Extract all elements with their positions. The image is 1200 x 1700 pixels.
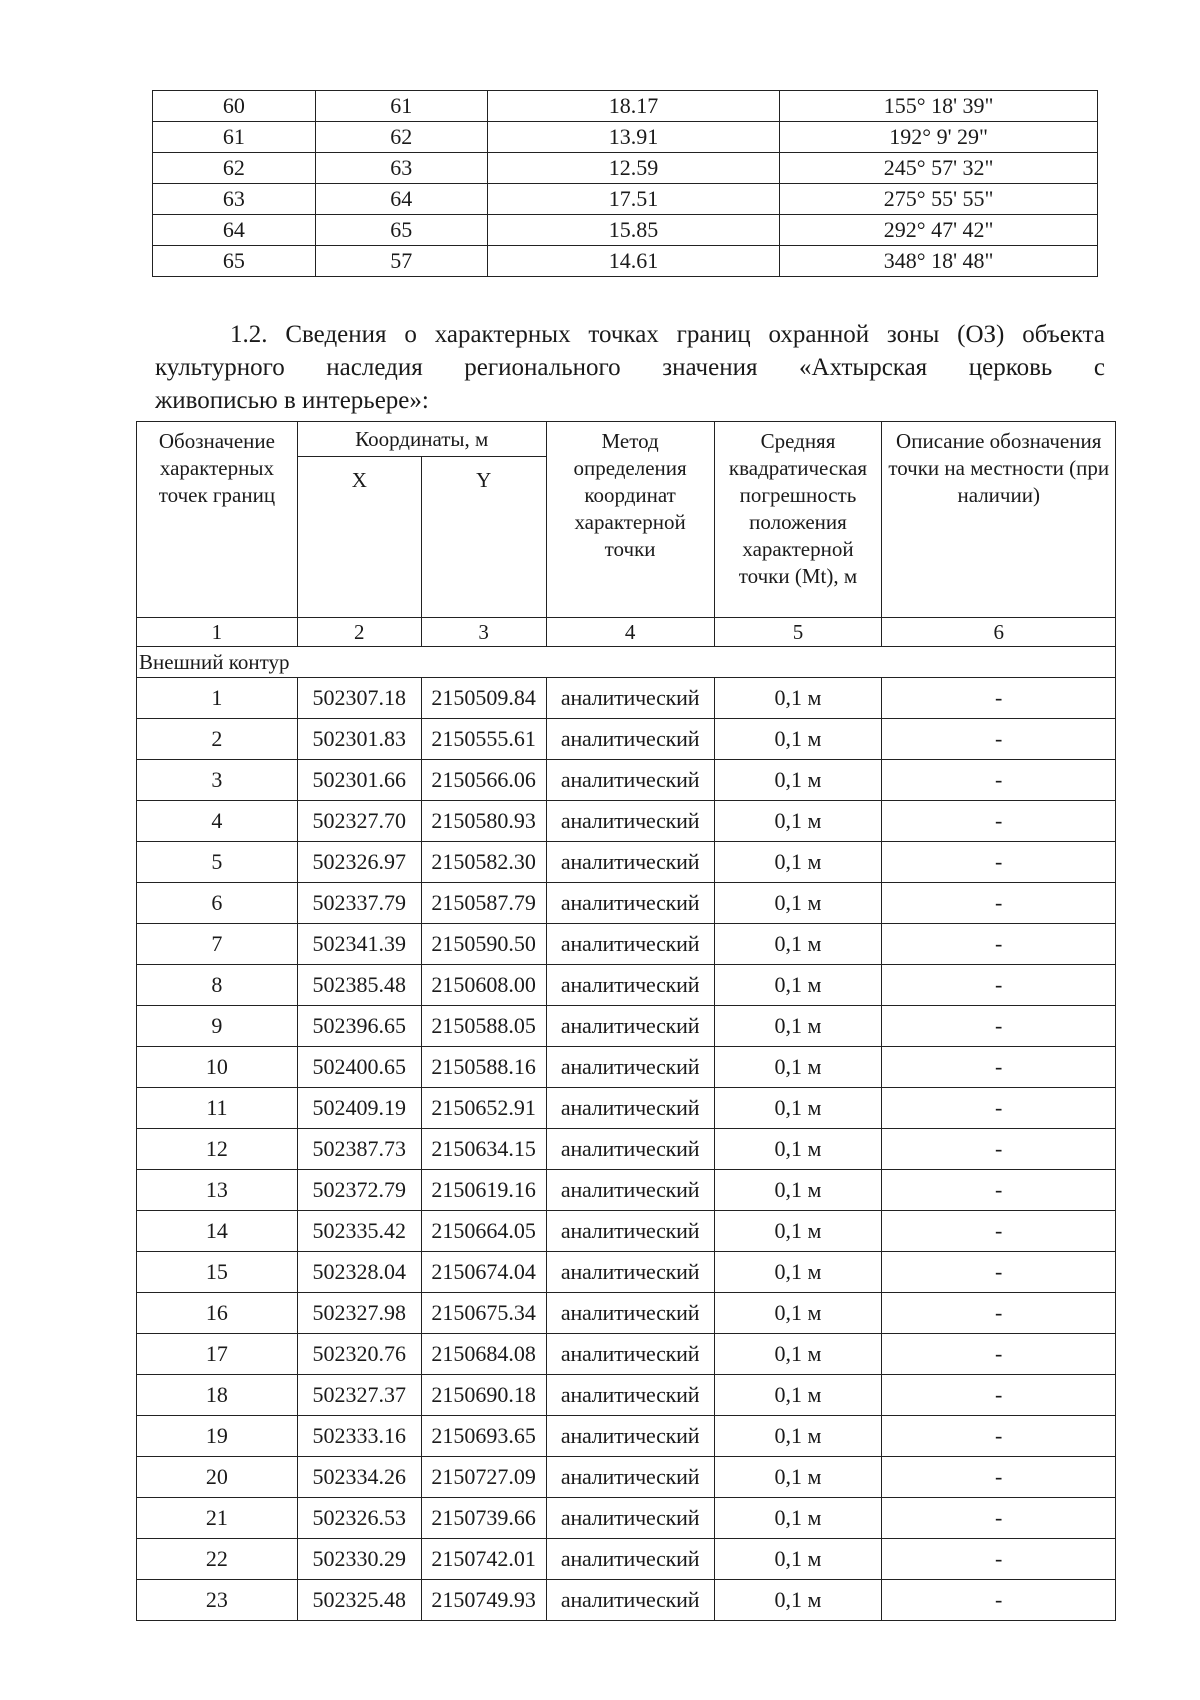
coord-y-cell: 2150727.09 bbox=[421, 1457, 546, 1498]
segment-cell: 62 bbox=[153, 153, 316, 184]
column-number: 1 bbox=[137, 618, 298, 647]
description-cell: - bbox=[882, 1457, 1116, 1498]
description-cell: - bbox=[882, 1006, 1116, 1047]
table-row bbox=[137, 760, 1116, 801]
point-number-cell: 20 bbox=[137, 1457, 298, 1498]
point-number-cell: 23 bbox=[137, 1580, 298, 1621]
description-cell: - bbox=[882, 924, 1116, 965]
method-cell: аналитический bbox=[546, 1498, 714, 1539]
coord-x-cell: 502330.29 bbox=[297, 1539, 421, 1580]
segment-cell: 61 bbox=[153, 122, 316, 153]
segment-cell: 13.91 bbox=[487, 122, 780, 153]
coord-x-cell: 502385.48 bbox=[297, 965, 421, 1006]
column-number: 4 bbox=[546, 618, 714, 647]
coord-y-cell: 2150675.34 bbox=[421, 1293, 546, 1334]
point-number-cell: 4 bbox=[137, 801, 298, 842]
coord-x-cell: 502372.79 bbox=[297, 1170, 421, 1211]
section-heading-line-3: живописью в интерьере»: bbox=[155, 387, 429, 414]
method-cell: аналитический bbox=[546, 1416, 714, 1457]
mean-square-error-cell: 0,1 м bbox=[714, 1211, 882, 1252]
coord-x-cell: 502301.66 bbox=[297, 760, 421, 801]
point-number-cell: 5 bbox=[137, 842, 298, 883]
point-number-cell: 1 bbox=[137, 678, 298, 719]
mean-square-error-cell: 0,1 м bbox=[714, 1416, 882, 1457]
description-cell: - bbox=[882, 1211, 1116, 1252]
mean-square-error-cell: 0,1 м bbox=[714, 1457, 882, 1498]
boundary-points-table bbox=[136, 421, 1116, 1621]
coord-x-cell: 502325.48 bbox=[297, 1580, 421, 1621]
description-cell: - bbox=[882, 1129, 1116, 1170]
coord-x-cell: 502337.79 bbox=[297, 883, 421, 924]
point-number-cell: 7 bbox=[137, 924, 298, 965]
table-row bbox=[137, 1375, 1116, 1416]
mean-square-error-cell: 0,1 м bbox=[714, 1539, 882, 1580]
column-number-row bbox=[137, 618, 1116, 647]
point-number-cell: 19 bbox=[137, 1416, 298, 1457]
method-cell: аналитический bbox=[546, 1457, 714, 1498]
coord-x-cell: 502341.39 bbox=[297, 924, 421, 965]
point-number-cell: 12 bbox=[137, 1129, 298, 1170]
method-cell: аналитический bbox=[546, 719, 714, 760]
mean-square-error-cell: 0,1 м bbox=[714, 678, 882, 719]
coord-x-cell: 502301.83 bbox=[297, 719, 421, 760]
method-cell: аналитический bbox=[546, 1047, 714, 1088]
description-cell: - bbox=[882, 760, 1116, 801]
coord-x-cell: 502333.16 bbox=[297, 1416, 421, 1457]
point-number-cell: 3 bbox=[137, 760, 298, 801]
point-number-cell: 18 bbox=[137, 1375, 298, 1416]
mean-square-error-cell: 0,1 м bbox=[714, 1498, 882, 1539]
mean-square-error-cell: 0,1 м bbox=[714, 924, 882, 965]
segment-cell: 14.61 bbox=[487, 246, 780, 277]
method-cell: аналитический bbox=[546, 1129, 714, 1170]
segment-cell: 61 bbox=[315, 91, 487, 122]
segment-cell: 63 bbox=[153, 184, 316, 215]
coord-x-cell: 502327.70 bbox=[297, 801, 421, 842]
segment-cell: 155° 18' 39" bbox=[780, 91, 1098, 122]
coord-y-cell: 2150555.61 bbox=[421, 719, 546, 760]
coord-y-cell: 2150634.15 bbox=[421, 1129, 546, 1170]
table-row bbox=[137, 883, 1116, 924]
point-number-cell: 17 bbox=[137, 1334, 298, 1375]
description-cell: - bbox=[882, 801, 1116, 842]
coord-x-cell: 502320.76 bbox=[297, 1334, 421, 1375]
method-cell: аналитический bbox=[546, 678, 714, 719]
coord-y-cell: 2150742.01 bbox=[421, 1539, 546, 1580]
method-cell: аналитический bbox=[546, 1580, 714, 1621]
point-number-cell: 21 bbox=[137, 1498, 298, 1539]
segment-table-body bbox=[153, 91, 1098, 277]
coord-y-cell: 2150590.50 bbox=[421, 924, 546, 965]
description-cell: - bbox=[882, 1252, 1116, 1293]
description-cell: - bbox=[882, 1375, 1116, 1416]
segment-cell: 64 bbox=[153, 215, 316, 246]
coord-x-cell: 502307.18 bbox=[297, 678, 421, 719]
mean-square-error-cell: 0,1 м bbox=[714, 842, 882, 883]
method-cell: аналитический bbox=[546, 1539, 714, 1580]
description-cell: - bbox=[882, 678, 1116, 719]
point-number-cell: 13 bbox=[137, 1170, 298, 1211]
coord-x-cell: 502326.97 bbox=[297, 842, 421, 883]
boundary-points-table-header bbox=[137, 422, 1116, 618]
header-coordinates: Координаты, м bbox=[297, 422, 546, 457]
segment-cell: 62 bbox=[315, 122, 487, 153]
mean-square-error-cell: 0,1 м bbox=[714, 1293, 882, 1334]
description-cell: - bbox=[882, 883, 1116, 924]
coord-y-cell: 2150580.93 bbox=[421, 801, 546, 842]
mean-square-error-cell: 0,1 м bbox=[714, 883, 882, 924]
point-number-cell: 11 bbox=[137, 1088, 298, 1129]
table-row bbox=[137, 1457, 1116, 1498]
mean-square-error-cell: 0,1 м bbox=[714, 1170, 882, 1211]
segment-cell: 292° 47' 42" bbox=[780, 215, 1098, 246]
segment-cell: 348° 18' 48" bbox=[780, 246, 1098, 277]
description-cell: - bbox=[882, 1580, 1116, 1621]
table-row bbox=[137, 1416, 1116, 1457]
description-cell: - bbox=[882, 842, 1116, 883]
coord-y-cell: 2150690.18 bbox=[421, 1375, 546, 1416]
point-number-cell: 15 bbox=[137, 1252, 298, 1293]
segment-cell: 15.85 bbox=[487, 215, 780, 246]
mean-square-error-cell: 0,1 м bbox=[714, 1580, 882, 1621]
point-number-cell: 14 bbox=[137, 1211, 298, 1252]
coord-y-cell: 2150582.30 bbox=[421, 842, 546, 883]
header-point-description: Описание обозначения точки на местности (при наличии) bbox=[882, 422, 1116, 618]
mean-square-error-cell: 0,1 м bbox=[714, 719, 882, 760]
method-cell: аналитический bbox=[546, 924, 714, 965]
description-cell: - bbox=[882, 965, 1116, 1006]
table-row bbox=[137, 1252, 1116, 1293]
table-row bbox=[137, 842, 1116, 883]
mean-square-error-cell: 0,1 м bbox=[714, 1006, 882, 1047]
table-row bbox=[137, 965, 1116, 1006]
coord-x-cell: 502326.53 bbox=[297, 1498, 421, 1539]
method-cell: аналитический bbox=[546, 1375, 714, 1416]
description-cell: - bbox=[882, 1047, 1116, 1088]
method-cell: аналитический bbox=[546, 842, 714, 883]
method-cell: аналитический bbox=[546, 1170, 714, 1211]
coord-x-cell: 502396.65 bbox=[297, 1006, 421, 1047]
method-cell: аналитический bbox=[546, 1088, 714, 1129]
section-heading-line-1: 1.2. Сведения о характерных точках границ охранной зоны (ОЗ) объекта bbox=[230, 321, 1105, 348]
boundary-points-table-body bbox=[137, 618, 1116, 1621]
method-cell: аналитический bbox=[546, 965, 714, 1006]
column-number: 5 bbox=[714, 618, 882, 647]
coord-y-cell: 2150587.79 bbox=[421, 883, 546, 924]
coord-y-cell: 2150652.91 bbox=[421, 1088, 546, 1129]
segment-cell: 63 bbox=[315, 153, 487, 184]
coord-x-cell: 502334.26 bbox=[297, 1457, 421, 1498]
method-cell: аналитический bbox=[546, 1334, 714, 1375]
table-row bbox=[137, 1539, 1116, 1580]
table-row bbox=[137, 719, 1116, 760]
table-row bbox=[137, 1088, 1116, 1129]
column-number: 2 bbox=[297, 618, 421, 647]
coord-y-cell: 2150608.00 bbox=[421, 965, 546, 1006]
segment-cell: 12.59 bbox=[487, 153, 780, 184]
mean-square-error-cell: 0,1 м bbox=[714, 1375, 882, 1416]
description-cell: - bbox=[882, 1293, 1116, 1334]
point-number-cell: 9 bbox=[137, 1006, 298, 1047]
coord-x-cell: 502400.65 bbox=[297, 1047, 421, 1088]
segment-row bbox=[153, 122, 1098, 153]
section-row bbox=[137, 647, 1116, 678]
method-cell: аналитический bbox=[546, 1006, 714, 1047]
section-heading bbox=[155, 318, 1105, 417]
table-row bbox=[137, 1211, 1116, 1252]
coord-y-cell: 2150749.93 bbox=[421, 1580, 546, 1621]
method-cell: аналитический bbox=[546, 801, 714, 842]
table-row bbox=[137, 678, 1116, 719]
mean-square-error-cell: 0,1 м bbox=[714, 1047, 882, 1088]
column-number: 3 bbox=[421, 618, 546, 647]
coord-y-cell: 2150739.66 bbox=[421, 1498, 546, 1539]
coord-y-cell: 2150566.06 bbox=[421, 760, 546, 801]
table-row bbox=[137, 924, 1116, 965]
table-row bbox=[137, 1006, 1116, 1047]
header-method: Метод определения координат характерной точки bbox=[546, 422, 714, 618]
coord-y-cell: 2150664.05 bbox=[421, 1211, 546, 1252]
description-cell: - bbox=[882, 719, 1116, 760]
coord-x-cell: 502327.98 bbox=[297, 1293, 421, 1334]
segment-row bbox=[153, 91, 1098, 122]
mean-square-error-cell: 0,1 м bbox=[714, 760, 882, 801]
table-row bbox=[137, 1047, 1116, 1088]
description-cell: - bbox=[882, 1170, 1116, 1211]
segment-table bbox=[152, 90, 1098, 277]
coord-y-cell: 2150684.08 bbox=[421, 1334, 546, 1375]
column-number: 6 bbox=[882, 618, 1116, 647]
table-row bbox=[137, 1170, 1116, 1211]
point-number-cell: 10 bbox=[137, 1047, 298, 1088]
table-row bbox=[137, 1580, 1116, 1621]
coord-x-cell: 502327.37 bbox=[297, 1375, 421, 1416]
segment-row bbox=[153, 184, 1098, 215]
coord-y-cell: 2150693.65 bbox=[421, 1416, 546, 1457]
description-cell: - bbox=[882, 1334, 1116, 1375]
method-cell: аналитический bbox=[546, 1293, 714, 1334]
segment-row bbox=[153, 153, 1098, 184]
mean-square-error-cell: 0,1 м bbox=[714, 1129, 882, 1170]
segment-cell: 65 bbox=[153, 246, 316, 277]
coord-x-cell: 502409.19 bbox=[297, 1088, 421, 1129]
method-cell: аналитический bbox=[546, 1252, 714, 1293]
table-row bbox=[137, 1293, 1116, 1334]
method-cell: аналитический bbox=[546, 760, 714, 801]
segment-cell: 57 bbox=[315, 246, 487, 277]
mean-square-error-cell: 0,1 м bbox=[714, 965, 882, 1006]
segment-cell: 18.17 bbox=[487, 91, 780, 122]
method-cell: аналитический bbox=[546, 883, 714, 924]
segment-cell: 192° 9' 29" bbox=[780, 122, 1098, 153]
coord-y-cell: 2150619.16 bbox=[421, 1170, 546, 1211]
section-label: Внешний контур bbox=[137, 647, 1116, 678]
point-number-cell: 22 bbox=[137, 1539, 298, 1580]
point-number-cell: 16 bbox=[137, 1293, 298, 1334]
header-x: X bbox=[297, 457, 421, 618]
coord-y-cell: 2150588.16 bbox=[421, 1047, 546, 1088]
segment-cell: 64 bbox=[315, 184, 487, 215]
table-row bbox=[137, 1334, 1116, 1375]
coord-y-cell: 2150588.05 bbox=[421, 1006, 546, 1047]
point-number-cell: 6 bbox=[137, 883, 298, 924]
segment-cell: 60 bbox=[153, 91, 316, 122]
point-number-cell: 2 bbox=[137, 719, 298, 760]
description-cell: - bbox=[882, 1498, 1116, 1539]
segment-row bbox=[153, 246, 1098, 277]
coord-x-cell: 502387.73 bbox=[297, 1129, 421, 1170]
table-row bbox=[137, 1129, 1116, 1170]
header-y: Y bbox=[421, 457, 546, 618]
description-cell: - bbox=[882, 1416, 1116, 1457]
point-number-cell: 8 bbox=[137, 965, 298, 1006]
method-cell: аналитический bbox=[546, 1211, 714, 1252]
coord-x-cell: 502328.04 bbox=[297, 1252, 421, 1293]
coord-x-cell: 502335.42 bbox=[297, 1211, 421, 1252]
section-heading-line-2: культурного наследия регионального значения «Ахтырская церковь с bbox=[155, 354, 1105, 381]
table-row bbox=[137, 1498, 1116, 1539]
segment-cell: 17.51 bbox=[487, 184, 780, 215]
header-mean-square-error: Средняя квадратическая погрешность положения характерной точки (Mt), м bbox=[714, 422, 882, 618]
segment-cell: 245° 57' 32" bbox=[780, 153, 1098, 184]
segment-row bbox=[153, 215, 1098, 246]
coord-y-cell: 2150674.04 bbox=[421, 1252, 546, 1293]
mean-square-error-cell: 0,1 м bbox=[714, 1334, 882, 1375]
segment-cell: 65 bbox=[315, 215, 487, 246]
mean-square-error-cell: 0,1 м bbox=[714, 1088, 882, 1129]
segment-cell: 275° 55' 55" bbox=[780, 184, 1098, 215]
description-cell: - bbox=[882, 1088, 1116, 1129]
header-point-designation: Обозначение характерных точек границ bbox=[137, 422, 298, 618]
mean-square-error-cell: 0,1 м bbox=[714, 801, 882, 842]
coord-y-cell: 2150509.84 bbox=[421, 678, 546, 719]
mean-square-error-cell: 0,1 м bbox=[714, 1252, 882, 1293]
description-cell: - bbox=[882, 1539, 1116, 1580]
table-row bbox=[137, 801, 1116, 842]
